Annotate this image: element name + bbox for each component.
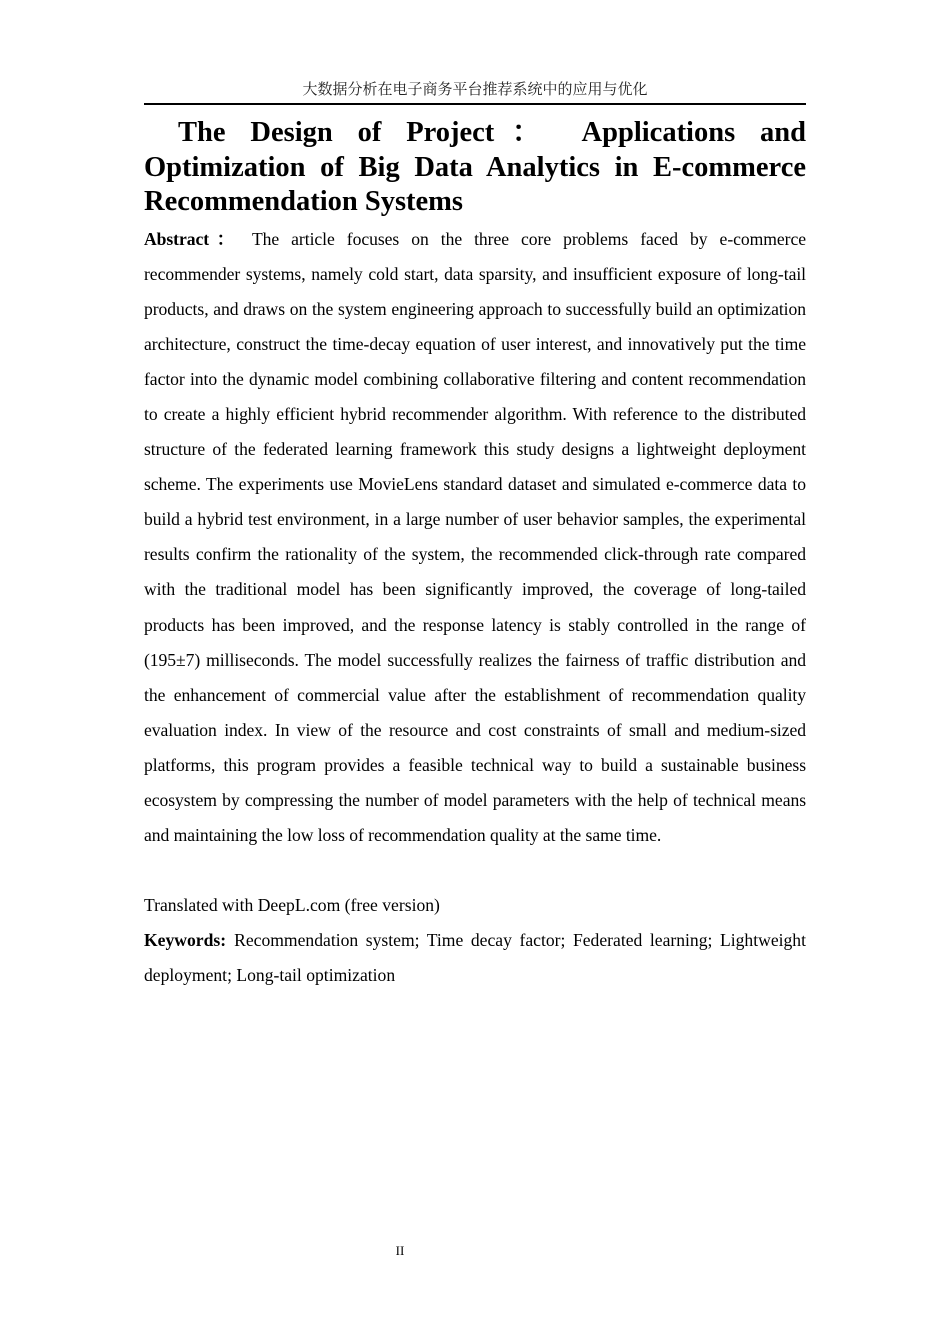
keywords-text: Recommendation system; Time decay factor; Federated learning; Lightweight deployment; Long-tail optimization	[144, 930, 806, 986]
page-number: II	[395, 1243, 405, 1258]
running-header: 大数据分析在电子商务平台推荐系统中的应用与优化	[302, 80, 648, 98]
abstract-text: The article focuses on the three core problems faced by e-commerce recommender systems, namely cold start, data sparsity, and insufficient exposure of long-tail products, and draws on the system engineering approach to successfully build an optimization architecture, construct the time-decay equation of user interest, and innovatively put the time factor into the dynamic model combining collaborative filtering and content recommendation to create a highly efficient hybrid recommender algorithm. With reference to the distributed structure of the federated learning framework this study designs a lightweight deployment scheme. The experiments use MovieLens standard dataset and simulated e-commerce data to build a hybrid test environment, in a large number of user behavior samples, the experimental results confirm the rationality of the system, the recommended click-through rate compared with the traditional model has been significantly improved, the coverage of long-tailed products has been improved, and the response latency is stably controlled in the range of (195±7) milliseconds. The model successfully realizes the fairness of traffic distribution and the enhancement of commercial value after the establishment of recommendation quality evaluation index. In view of the resource and cost constraints of small and medium-sized platforms, this program provides a feasible technical way to build a sustainable business ecosystem by compressing the number of model parameters with the help of technical means and maintaining the low loss of recommendation quality at the same time.	[144, 228, 806, 846]
keywords-label: Keywords:	[144, 930, 227, 951]
page-content	[144, 116, 806, 993]
document-title: The Design of Project： Applications and Optimization of Big Data Analytics in E-commerce Recommendation Systems	[144, 117, 806, 217]
header-divider	[144, 103, 806, 105]
keywords-paragraph	[144, 923, 806, 993]
abstract-label: Abstract：	[144, 228, 242, 249]
abstract-paragraph	[144, 222, 806, 854]
translation-note: Translated with DeepL.com (free version)	[144, 895, 440, 916]
